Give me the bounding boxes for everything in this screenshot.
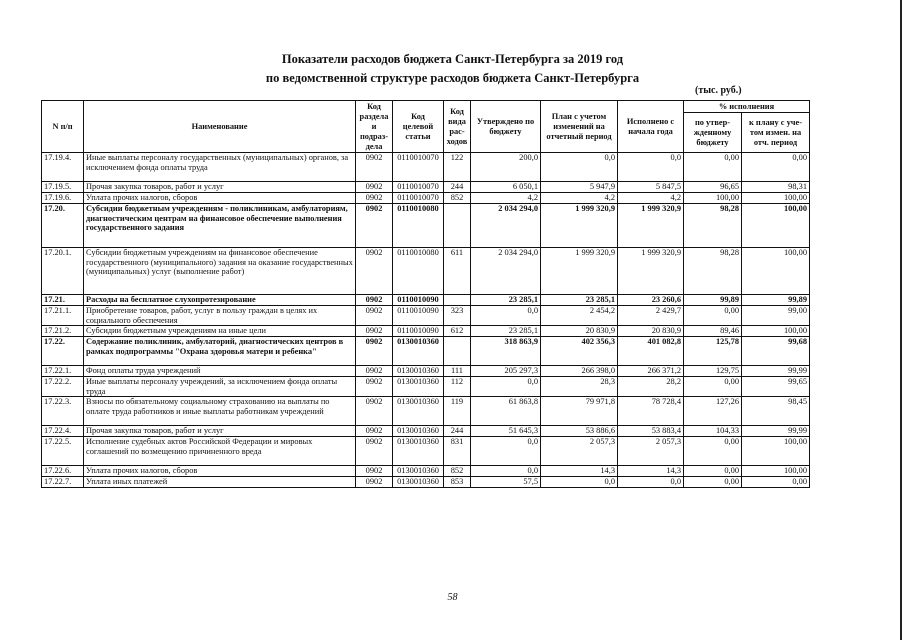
col-type-header: Код вида рас-ходов xyxy=(444,101,471,153)
row-approved-cell: 200,0 xyxy=(471,153,541,182)
row-target-cell: 0110010080 xyxy=(393,248,444,295)
table-row xyxy=(42,337,810,366)
row-plan-cell: 4,2 xyxy=(541,193,618,204)
row-num-cell: 17.22.5. xyxy=(42,437,84,466)
row-pct-plan-cell: 99,89 xyxy=(742,295,810,306)
row-section-cell: 0902 xyxy=(356,466,393,477)
row-approved-cell: 23 285,1 xyxy=(471,295,541,306)
row-section-cell: 0902 xyxy=(356,295,393,306)
row-type-cell: 323 xyxy=(444,306,471,326)
row-approved-cell: 61 863,8 xyxy=(471,397,541,426)
row-name-cell: Уплата прочих налогов, сборов xyxy=(84,466,356,477)
col-num-header: N п/п xyxy=(42,101,84,153)
col-pct-approved-header: по утвер-жденному бюджету xyxy=(684,113,742,153)
row-type-cell xyxy=(444,337,471,366)
row-executed-cell: 14,3 xyxy=(618,466,684,477)
row-num-cell: 17.22. xyxy=(42,337,84,366)
row-target-cell: 0110010090 xyxy=(393,295,444,306)
row-approved-cell: 205 297,3 xyxy=(471,366,541,377)
row-num-cell: 17.21.2. xyxy=(42,326,84,337)
row-num-cell: 17.19.4. xyxy=(42,153,84,182)
row-executed-cell: 1 999 320,9 xyxy=(618,204,684,248)
row-executed-cell: 28,2 xyxy=(618,377,684,397)
row-approved-cell: 51 645,3 xyxy=(471,426,541,437)
row-type-cell: 612 xyxy=(444,326,471,337)
row-type-cell: 852 xyxy=(444,466,471,477)
row-pct-approved-cell: 127,26 xyxy=(684,397,742,426)
row-name-cell: Расходы на бесплатное слухопротезирование xyxy=(84,295,356,306)
row-section-cell: 0902 xyxy=(356,337,393,366)
row-num-cell: 17.22.6. xyxy=(42,466,84,477)
row-type-cell: 111 xyxy=(444,366,471,377)
row-target-cell: 0130010360 xyxy=(393,477,444,488)
col-approved-header: Утверждено по бюджету xyxy=(471,101,541,153)
row-target-cell: 0110010070 xyxy=(393,193,444,204)
row-approved-cell: 0,0 xyxy=(471,306,541,326)
row-section-cell: 0902 xyxy=(356,153,393,182)
row-pct-approved-cell: 104,33 xyxy=(684,426,742,437)
row-pct-plan-cell: 100,00 xyxy=(742,248,810,295)
row-approved-cell: 0,0 xyxy=(471,377,541,397)
row-num-cell: 17.20.1. xyxy=(42,248,84,295)
row-pct-approved-cell: 89,46 xyxy=(684,326,742,337)
row-name-cell: Взносы по обязательному социальному страхованию на выплаты по оплате труда работников и иные выплаты работникам учреждений xyxy=(84,397,356,426)
row-section-cell: 0902 xyxy=(356,182,393,193)
row-target-cell: 0110010070 xyxy=(393,153,444,182)
row-name-cell: Иные выплаты персоналу учреждений, за исключением фонда оплаты труда xyxy=(84,377,356,397)
row-name-cell: Субсидии бюджетным учреждениям - поликлиникам, амбулаториям, диагностическим центрам на финансовое обеспечение выполнения государственного задания xyxy=(84,204,356,248)
row-pct-plan-cell: 100,00 xyxy=(742,193,810,204)
row-name-cell: Фонд оплаты труда учреждений xyxy=(84,366,356,377)
row-pct-plan-cell: 99,99 xyxy=(742,366,810,377)
row-name-cell: Уплата прочих налогов, сборов xyxy=(84,193,356,204)
row-type-cell: 852 xyxy=(444,193,471,204)
row-pct-approved-cell: 0,00 xyxy=(684,153,742,182)
row-target-cell: 0110010090 xyxy=(393,326,444,337)
row-type-cell: 611 xyxy=(444,248,471,295)
row-type-cell: 122 xyxy=(444,153,471,182)
table-row xyxy=(42,426,810,437)
row-plan-cell: 23 285,1 xyxy=(541,295,618,306)
unit-label: (тыс. руб.) xyxy=(695,85,742,96)
row-num-cell: 17.21.1. xyxy=(42,306,84,326)
row-executed-cell: 2 057,3 xyxy=(618,437,684,466)
row-name-cell: Уплата иных платежей xyxy=(84,477,356,488)
table-body xyxy=(42,153,810,488)
expenses-table xyxy=(41,100,810,488)
row-plan-cell: 79 971,8 xyxy=(541,397,618,426)
row-plan-cell: 1 999 320,9 xyxy=(541,204,618,248)
row-section-cell: 0902 xyxy=(356,366,393,377)
row-target-cell: 0130010360 xyxy=(393,397,444,426)
row-executed-cell: 4,2 xyxy=(618,193,684,204)
table-row xyxy=(42,397,810,426)
row-executed-cell: 5 847,5 xyxy=(618,182,684,193)
row-target-cell: 0130010360 xyxy=(393,437,444,466)
col-executed-header: Исполнено с начала года xyxy=(618,101,684,153)
row-executed-cell: 2 429,7 xyxy=(618,306,684,326)
row-section-cell: 0902 xyxy=(356,326,393,337)
row-name-cell: Исполнение судебных актов Российской Федерации и мировых соглашений по возмещению причиненного вреда xyxy=(84,437,356,466)
table-row xyxy=(42,295,810,306)
row-target-cell: 0110010070 xyxy=(393,182,444,193)
row-num-cell: 17.19.5. xyxy=(42,182,84,193)
row-pct-approved-cell: 0,00 xyxy=(684,377,742,397)
table-row xyxy=(42,466,810,477)
page-number: 58 xyxy=(447,592,458,603)
row-num-cell: 17.21. xyxy=(42,295,84,306)
row-type-cell: 831 xyxy=(444,437,471,466)
row-section-cell: 0902 xyxy=(356,193,393,204)
row-section-cell: 0902 xyxy=(356,248,393,295)
row-approved-cell: 2 034 294,0 xyxy=(471,248,541,295)
row-num-cell: 17.22.3. xyxy=(42,397,84,426)
row-name-cell: Прочая закупка товаров, работ и услуг xyxy=(84,182,356,193)
row-target-cell: 0110010080 xyxy=(393,204,444,248)
table-row xyxy=(42,204,810,248)
row-section-cell: 0902 xyxy=(356,477,393,488)
row-type-cell: 244 xyxy=(444,426,471,437)
row-pct-plan-cell: 98,45 xyxy=(742,397,810,426)
row-executed-cell: 78 728,4 xyxy=(618,397,684,426)
row-executed-cell: 1 999 320,9 xyxy=(618,248,684,295)
row-pct-approved-cell: 0,00 xyxy=(684,306,742,326)
row-pct-approved-cell: 100,00 xyxy=(684,193,742,204)
page-title xyxy=(0,50,905,88)
row-type-cell: 119 xyxy=(444,397,471,426)
row-section-cell: 0902 xyxy=(356,204,393,248)
row-approved-cell: 318 863,9 xyxy=(471,337,541,366)
title-line-2: по ведомственной структуре расходов бюджета Санкт-Петербурга xyxy=(265,71,640,85)
row-approved-cell: 6 050,1 xyxy=(471,182,541,193)
row-pct-approved-cell: 129,75 xyxy=(684,366,742,377)
row-executed-cell: 0,0 xyxy=(618,477,684,488)
row-type-cell: 853 xyxy=(444,477,471,488)
row-pct-approved-cell: 98,28 xyxy=(684,204,742,248)
table-row xyxy=(42,182,810,193)
page-edge xyxy=(900,0,902,640)
row-pct-plan-cell: 100,00 xyxy=(742,437,810,466)
row-pct-plan-cell: 0,00 xyxy=(742,477,810,488)
row-name-cell: Субсидии бюджетным учреждениям на иные цели xyxy=(84,326,356,337)
row-name-cell: Субсидии бюджетным учреждениям на финансовое обеспечение государственного (муниципального) задания на оказание государственных (муниципальных) услуг (выполнение работ) xyxy=(84,248,356,295)
row-approved-cell: 23 285,1 xyxy=(471,326,541,337)
row-pct-plan-cell: 99,00 xyxy=(742,306,810,326)
row-pct-plan-cell: 99,68 xyxy=(742,337,810,366)
row-num-cell: 17.19.6. xyxy=(42,193,84,204)
col-plan-header: План с учетом изменений на отчетный период xyxy=(541,101,618,153)
row-pct-plan-cell: 99,99 xyxy=(742,426,810,437)
table-row xyxy=(42,193,810,204)
row-name-cell: Прочая закупка товаров, работ и услуг xyxy=(84,426,356,437)
row-num-cell: 17.22.7. xyxy=(42,477,84,488)
row-approved-cell: 0,0 xyxy=(471,437,541,466)
row-target-cell: 0110010090 xyxy=(393,306,444,326)
col-section-header: Код раздела и подраз-дела xyxy=(356,101,393,153)
row-approved-cell: 2 034 294,0 xyxy=(471,204,541,248)
row-plan-cell: 20 830,9 xyxy=(541,326,618,337)
table-row xyxy=(42,248,810,295)
row-pct-plan-cell: 100,00 xyxy=(742,204,810,248)
row-section-cell: 0902 xyxy=(356,306,393,326)
row-pct-approved-cell: 125,78 xyxy=(684,337,742,366)
row-pct-plan-cell: 98,31 xyxy=(742,182,810,193)
table-row xyxy=(42,477,810,488)
row-plan-cell: 402 356,3 xyxy=(541,337,618,366)
table-row xyxy=(42,377,810,397)
row-plan-cell: 28,3 xyxy=(541,377,618,397)
row-executed-cell: 401 082,8 xyxy=(618,337,684,366)
row-type-cell xyxy=(444,204,471,248)
row-plan-cell: 5 947,9 xyxy=(541,182,618,193)
row-executed-cell: 0,0 xyxy=(618,153,684,182)
row-target-cell: 0130010360 xyxy=(393,426,444,437)
row-plan-cell: 266 398,0 xyxy=(541,366,618,377)
row-name-cell: Иные выплаты персоналу государственных (муниципальных) органов, за исключением фонда оплаты труда xyxy=(84,153,356,182)
row-approved-cell: 57,5 xyxy=(471,477,541,488)
row-approved-cell: 0,0 xyxy=(471,466,541,477)
row-name-cell: Содержание поликлиник, амбулаторий, диагностических центров в рамках подпрограммы "Охрана здоровья матери и ребенка" xyxy=(84,337,356,366)
row-target-cell: 0130010360 xyxy=(393,466,444,477)
row-num-cell: 17.22.2. xyxy=(42,377,84,397)
table-row xyxy=(42,326,810,337)
row-plan-cell: 0,0 xyxy=(541,477,618,488)
row-plan-cell: 2 454,2 xyxy=(541,306,618,326)
row-pct-approved-cell: 96,65 xyxy=(684,182,742,193)
row-plan-cell: 53 886,6 xyxy=(541,426,618,437)
row-plan-cell: 2 057,3 xyxy=(541,437,618,466)
row-target-cell: 0130010360 xyxy=(393,337,444,366)
row-pct-plan-cell: 0,00 xyxy=(742,153,810,182)
row-plan-cell: 0,0 xyxy=(541,153,618,182)
row-pct-plan-cell: 99,65 xyxy=(742,377,810,397)
row-section-cell: 0902 xyxy=(356,397,393,426)
row-pct-approved-cell: 98,28 xyxy=(684,248,742,295)
row-plan-cell: 1 999 320,9 xyxy=(541,248,618,295)
table-row xyxy=(42,437,810,466)
col-name-header: Наименование xyxy=(84,101,356,153)
row-pct-approved-cell: 0,00 xyxy=(684,477,742,488)
row-num-cell: 17.22.1. xyxy=(42,366,84,377)
row-plan-cell: 14,3 xyxy=(541,466,618,477)
row-section-cell: 0902 xyxy=(356,377,393,397)
row-approved-cell: 4,2 xyxy=(471,193,541,204)
table-row xyxy=(42,153,810,182)
table-row xyxy=(42,366,810,377)
row-executed-cell: 23 260,6 xyxy=(618,295,684,306)
row-pct-plan-cell: 100,00 xyxy=(742,326,810,337)
row-pct-plan-cell: 100,00 xyxy=(742,466,810,477)
table-row xyxy=(42,306,810,326)
row-section-cell: 0902 xyxy=(356,426,393,437)
col-pct-plan-header: к плану с уче-том измен. на отч. период xyxy=(742,113,810,153)
row-section-cell: 0902 xyxy=(356,437,393,466)
row-pct-approved-cell: 99,89 xyxy=(684,295,742,306)
row-executed-cell: 266 371,2 xyxy=(618,366,684,377)
row-type-cell: 244 xyxy=(444,182,471,193)
row-num-cell: 17.22.4. xyxy=(42,426,84,437)
row-type-cell: 112 xyxy=(444,377,471,397)
row-num-cell: 17.20. xyxy=(42,204,84,248)
title-line-1: Показатели расходов бюджета Санкт-Петербурга за 2019 год xyxy=(281,52,624,66)
row-executed-cell: 53 883,4 xyxy=(618,426,684,437)
col-target-header: Код целевой статьи xyxy=(393,101,444,153)
row-target-cell: 0130010360 xyxy=(393,366,444,377)
row-target-cell: 0130010360 xyxy=(393,377,444,397)
row-type-cell xyxy=(444,295,471,306)
row-executed-cell: 20 830,9 xyxy=(618,326,684,337)
row-pct-approved-cell: 0,00 xyxy=(684,466,742,477)
row-pct-approved-cell: 0,00 xyxy=(684,437,742,466)
row-name-cell: Приобретение товаров, работ, услуг в пользу граждан в целях их социального обеспечения xyxy=(84,306,356,326)
col-percent-group-header: % исполнения xyxy=(684,101,810,113)
